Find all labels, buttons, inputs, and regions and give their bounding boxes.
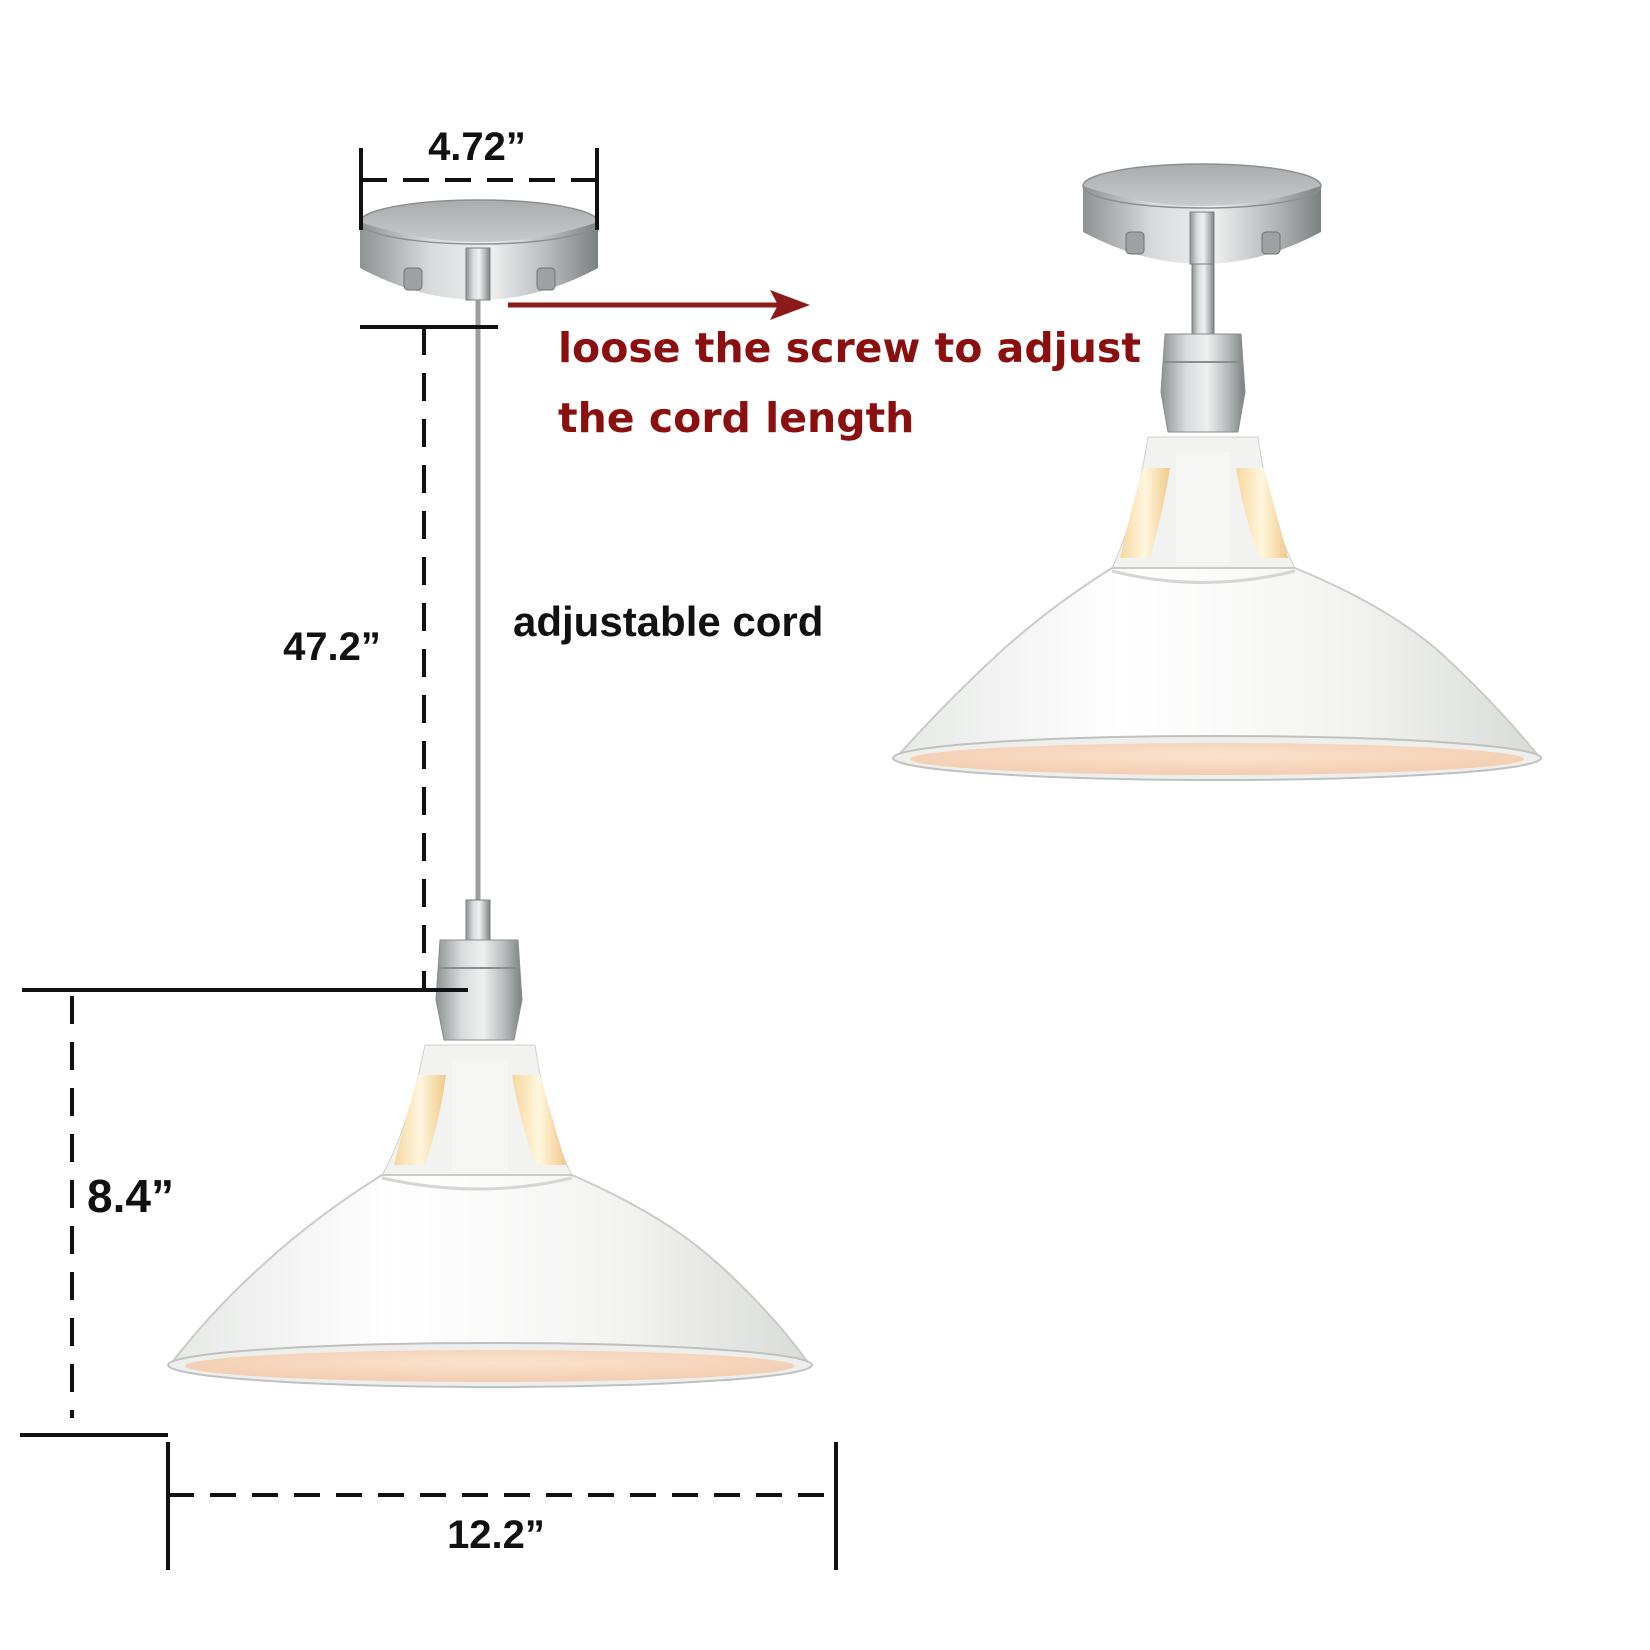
cord-length-label: 47.2” (283, 625, 381, 669)
canopy-width-label: 4.72” (428, 125, 526, 169)
screw-note-line-2: the cord length (558, 394, 915, 442)
shade-height-label: 8.4” (87, 1170, 174, 1222)
shade-neck-right (1112, 437, 1295, 568)
semi-flush-fixture-right (893, 164, 1541, 780)
pendant-fixture-left (168, 200, 812, 1387)
dimension-cord-length (22, 327, 498, 990)
lamp-shade (168, 1175, 812, 1387)
shade-width-label: 12.2” (447, 1513, 545, 1557)
lamp-socket (436, 900, 522, 1040)
short-stem (1192, 264, 1214, 334)
ceiling-canopy-right (1083, 164, 1321, 264)
ceiling-canopy (360, 200, 598, 300)
lamp-shade-right (893, 568, 1541, 780)
adjustable-cord-label: adjustable cord (513, 598, 824, 645)
screw-note-line-1: loose the screw to adjust (558, 324, 1141, 372)
lamp-socket-right (1161, 334, 1245, 432)
shade-neck (382, 1045, 572, 1175)
screw-pointer-arrow (508, 290, 810, 320)
